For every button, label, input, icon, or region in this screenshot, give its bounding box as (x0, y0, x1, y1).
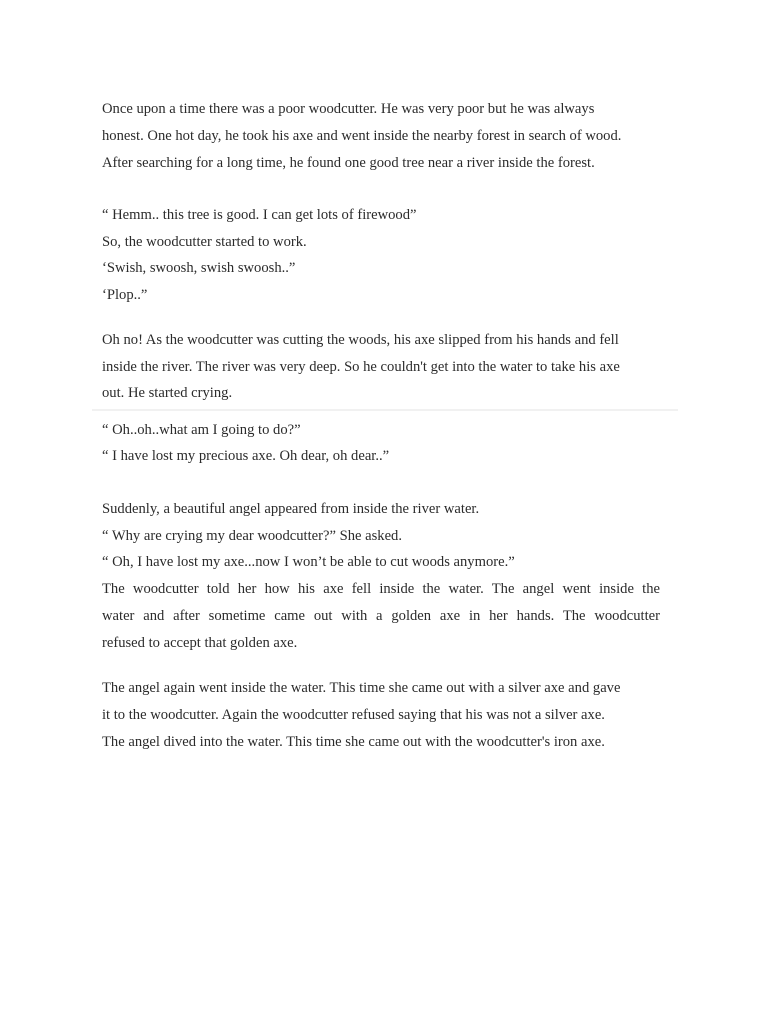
paragraph-2-line-2: So, the woodcutter started to work. (102, 234, 307, 250)
paragraph-6-line-2: it to the woodcutter. Again the woodcutter refused saying that his was not a silver axe. (102, 707, 605, 723)
paragraph-4-line-1: “ Oh..oh..what am I going to do?” (102, 422, 301, 438)
paragraph-2-line-1: “ Hemm.. this tree is good. I can get lots of firewood” (102, 207, 417, 223)
paragraph-1-line-2: honest. One hot day, he took his axe and went inside the nearby forest in search of wood. (102, 128, 622, 144)
paragraph-5-line-5: water and after sometime came out with a golden axe in her hands. The woodcutter (102, 608, 660, 624)
paragraph-1-line-3: After searching for a long time, he found one good tree near a river inside the forest. (102, 155, 595, 171)
faint-divider (92, 409, 678, 411)
paragraph-3-line-1: Oh no! As the woodcutter was cutting the woods, his axe slipped from his hands and fell (102, 332, 619, 348)
paragraph-5-line-6: refused to accept that golden axe. (102, 635, 298, 651)
paragraph-5-line-4: The woodcutter told her how his axe fell inside the water. The angel went inside the (102, 581, 660, 597)
paragraph-2-line-4: ‘Plop..” (102, 287, 148, 303)
paragraph-6-line-1: The angel again went inside the water. This time she came out with a silver axe and gave (102, 680, 621, 696)
paragraph-2-line-3: ‘Swish, swoosh, swish swoosh..” (102, 260, 296, 276)
paragraph-4-line-2: “ I have lost my precious axe. Oh dear, oh dear..” (102, 448, 390, 464)
paragraph-3-line-3: out. He started crying. (102, 385, 233, 401)
paragraph-5-line-1: Suddenly, a beautiful angel appeared from inside the river water. (102, 501, 480, 517)
paragraph-6-line-3: The angel dived into the water. This time she came out with the woodcutter's iron axe. (102, 734, 605, 750)
paragraph-3-line-2: inside the river. The river was very deep. So he couldn't get into the water to take his axe (102, 359, 620, 375)
paragraph-1-line-1: Once upon a time there was a poor woodcutter. He was very poor but he was always (102, 101, 595, 117)
paragraph-5-line-2: “ Why are crying my dear woodcutter?” She asked. (102, 528, 402, 544)
paragraph-5-line-3: “ Oh, I have lost my axe...now I won’t be able to cut woods anymore.” (102, 554, 515, 570)
